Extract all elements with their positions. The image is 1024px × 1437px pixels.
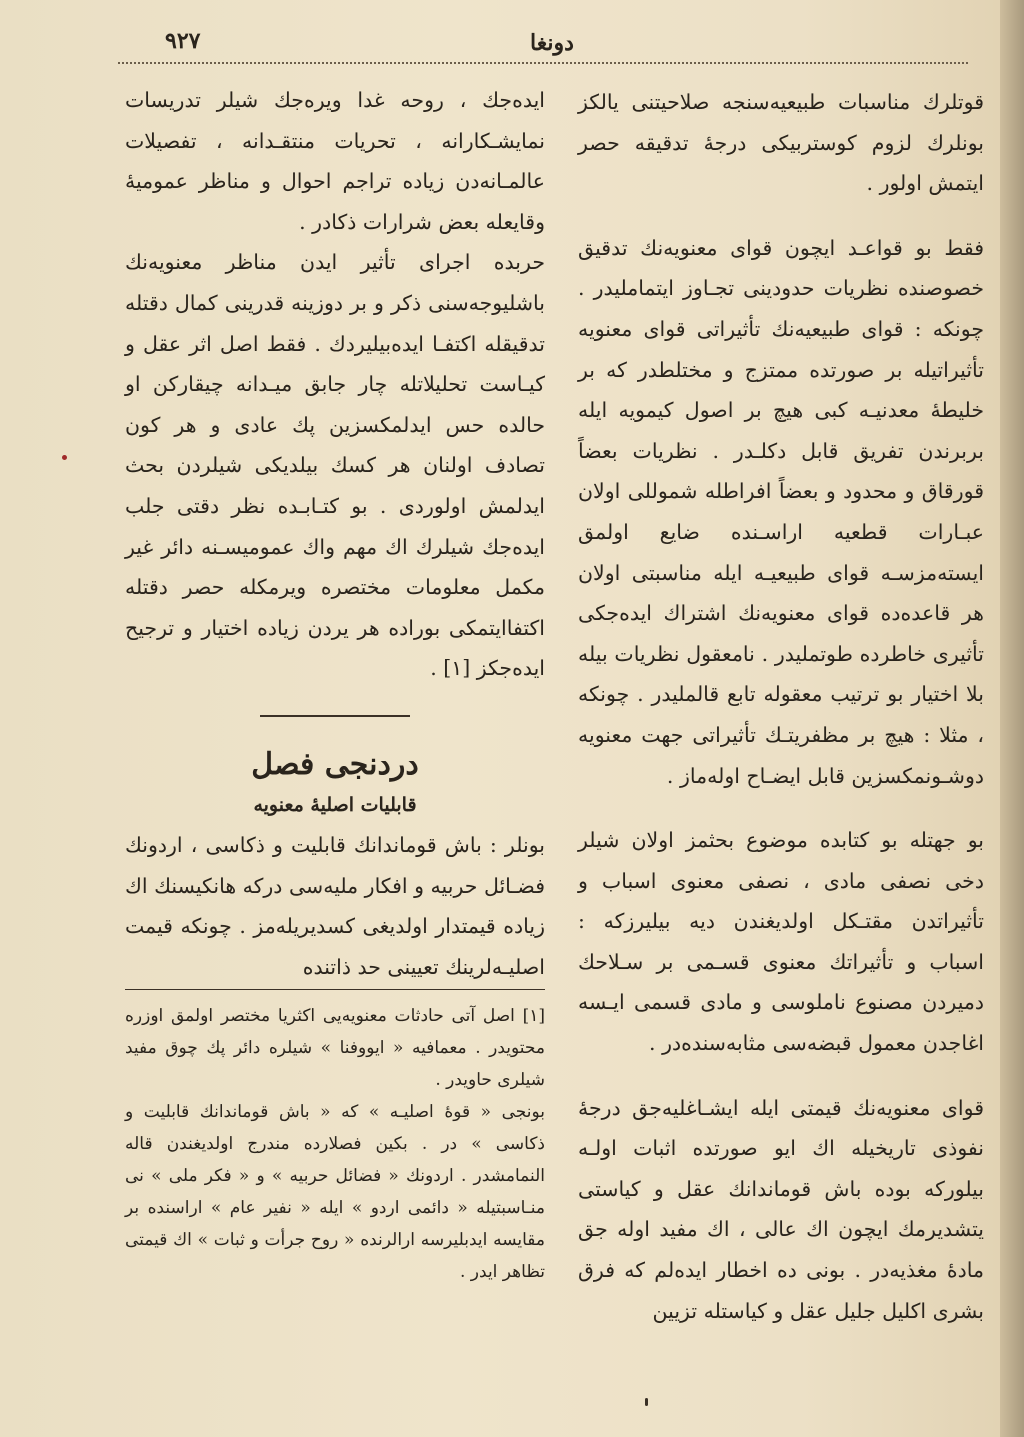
footnotes [125,1000,545,1288]
footnote: بونجى « قوهٔ اصليـه » كه « باش قوماندانك قابليت و ذكاسى » در . بكين فصلارده مندرج اولديغندن قاله النمامشدر . اردونك « فضائل حربيه » و « فكر ملى » نى منـاسبتيله « دائمى اردو » ايله « نفير عام » اراسنده بر مقايسه ايدبليرسه ارالرنده « روح جرأت و ثبات » اك قيمتى تظاهر ايدر . [125,1102,545,1283]
running-title: دونغا [530,30,574,56]
footnote: [١] اصل آتى حادثات معنويه‌يى اكثريا مختصر اولمق اوزره محتويدر . معمافيه « ايووفنا » شيلره دائر پك چوق مفيد شيلرى حاويدر . [125,1006,545,1091]
section-separator [260,715,410,717]
page-edge [1000,0,1024,1437]
paragraph: قواى معنويه‌نك قيمتى ايله ايشـاغليه‌جق درجهٔ نفوذى تاريخيله اك ايو صورتده اثبات اولـه بيلوركه بوده باش قوماندانك عقل و كياستى يتشديرمك ايچون اك عالى ، اك مفيد اوله جق مادهٔ مغذيه‌در . بونى ده اخطار ايده‌لم كه فرق بشرى اكليل جليل عقل و كياستله تزيين [578,1095,984,1323]
left-column [125,80,545,1288]
header-rule [118,62,968,64]
bottom-mark [645,1398,648,1406]
paragraph: بونلر : باش قوماندانك قابليت و ذكاسى ، اردونك فضـائل حربيه و افكار مليه‌سى دركه هانكيسنك اك زياده قيمتدار اولديغى كسديريله‌مز . چونكه قيمت اصليـه‌لرينك تعيينى حد ذاتنده [125,832,545,979]
section-title: قابليات اصليهٔ معنويه [253,793,417,816]
paragraph: بو جهتله بو كتابده موضوع بحثمز اولان شيلر دخى نصفى مادى ، نصفى معنوى اسباب و تأثيراتدن مقتـكل اولديغندن ديه بيليرزكه : اسباب و تأثيراتك معنوى قسـمى بر سـلاحك دميردن مصنوع ناملوسى و مادى قسمى ايـسه اغاجدن معمول قبضه‌سى مثابه‌سنده‌در . [578,828,984,1056]
paragraph: فقط بو قواعـد ايچون قواى معنويه‌نك تدقيق خصوصنده نظريات حدودينى تجـاوز ايتمامليدر . چونكه : قواى طبيعيه‌نك تأثيراتى قواى معنويه تأثيراتيله بر صورتده ممتزج و مختلطدر كه بر خليطهٔ معدنيـه كبى هيچ بر اصول كيمويه ايله بربرندن تفريق قابل دكلـدر . نظريات بعضاً قورقاق و محدود و بعضاً افراطله شموللى اولان عبـارات قطعيه اراسـنده ضايع اولمق ايسته‌مزسـه قواى طبيعيـه ايله مناسبتى اولان هر قاعده‌ده قواى معنويه‌نك اشتراك ايده‌جكى تأثيرى خاطرده طوتمليدر . نامعقول نظريات بيله بلا اختيار بو ترتيب معقوله تابع قالمليدر . چونكه ، مثلا : هيچ بر مظفريتـك تأثيراتى جهت معنويه دوشـونمكسزين قابل ايضـاح اوله‌ماز . [578,235,984,788]
page-number: ٩٢٧ [165,28,201,54]
footnote-rule [125,989,545,990]
paragraph: ايده‌جك ، روحه غدا ويره‌جك شيلر تدريسات نمايشـكارانه ، تحريات منتقـدانه ، تفصيلات عالمـانه‌دن زياده تراجم احوال و مناظر عموميهٔ وقايعله بعض شرارات ذكادر . [125,88,545,234]
running-head [110,28,990,62]
ink-mark [62,455,67,460]
chapter-title: دردنجى فصل [251,746,419,782]
right-column [578,82,984,1331]
paragraph: قوتلرك مناسبات طبيعيه‌سنجه صلاحيتنى يالكز بونلرك لزوم كوستربيكى درجهٔ تدقيقه حصر ايتمش اولور . [578,90,984,196]
paragraph: حربده اجراى تأثير ايدن مناظر معنويه‌نك باشليوجه‌سنى ذكر و بر دوزينه قدرينى كمال دقتله تدقيقله اكتفـا ايده‌بيليردك . فقط اصل اثر عقل و كيـاست تحليلاتله چار جابق ميـدانه چيقاركن او حالده حس ايدلمكسزين پك عادى و هر كون تصادف اولنان هر كسك بيلديكى شيلردن بحث ايدلمش اولوردى . بو كتـابـده نظر دقتى جلب ايده‌جك شيلرك اك مهم واك عموميسـنه دائر غير مكمل معلومات مختصره ويرمكله حصر دقتله اكتفاايتمكى بوراده هر يردن زياده اختيار و ترجيح ايده‌جكز [١] . [125,250,545,681]
